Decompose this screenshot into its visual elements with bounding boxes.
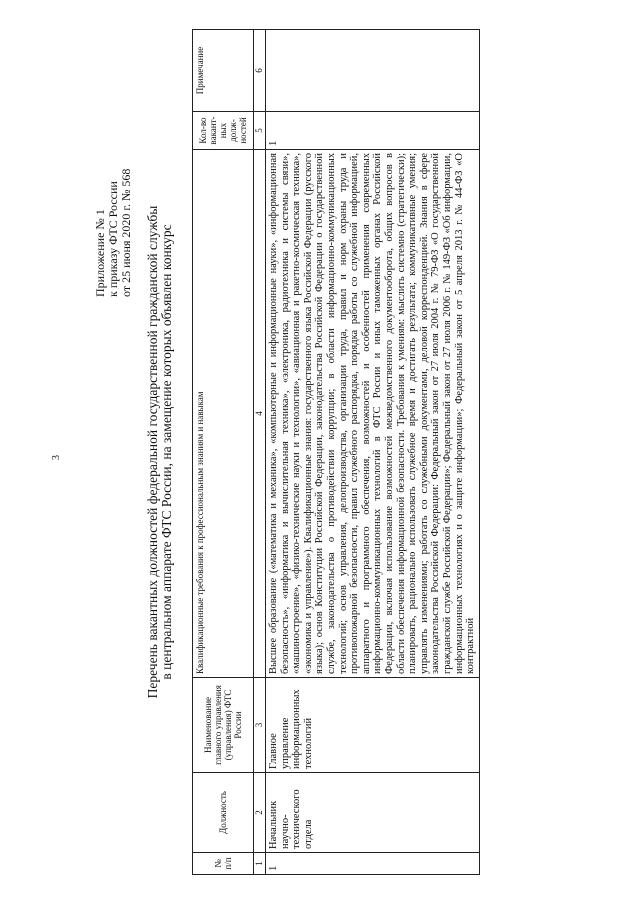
header-vacancies: Кол-во вакант-ных долж-ностей	[193, 112, 254, 150]
row-vacancies: 1	[266, 112, 480, 150]
row-department: Главное управление информационных технологий	[266, 678, 480, 773]
header-department: Наименование главного управления (управления) ФТС России	[193, 678, 254, 773]
row-position: Начальник научно-технического отдела	[266, 773, 480, 853]
header-position: Должность	[193, 773, 254, 853]
title-line-1: Перечень вакантных должностей федеральной государственной гражданской службы	[145, 205, 160, 699]
title-line-2: в центральном аппарате ФТС России, на замещение которых объявлен конкурс	[159, 224, 174, 680]
appendix-header	[94, 57, 133, 297]
landscape-page	[20, 17, 620, 887]
document-title	[146, 17, 174, 887]
row-note	[266, 30, 480, 112]
header-requirements: Квалификационные требования к профессиональным знаниям и навыкам	[193, 150, 254, 678]
row-requirements: Высшее образование («математика и механика», «компьютерные и информационные науки», «информационная безопасность», «информатика и вычислительная техника», «электроника, радиотехника и системы связи», «машиностроение», «физико-технические науки и технологии», «авиационная и ракетно-космическая техника», «экономика и управление»). Квалификационные знания: государственного языка Российской Федерации (русского языка); основ Конституции Российской Федерации, законодательства Российской Федерации о государственной службе, законодательства о противодействии коррупции; в области информационно-коммуникационных технологий; основ управления, делопроизводства, организации труда, правил и норм охраны труда и противопожарной безопасности, правил служебного распорядка, порядка работы со служебной информацией, аппаратного и программного обеспечения, возможностей и особенностей применения современных информационно-коммуникационных технологий в ФТС России и иных таможенных органах Российской Федерации, включая использование возможностей межведомственного документооборота, общих вопросов в области обеспечения информационной безопасности. Требования к умениям: мыслить системно (стратегически); планировать, рационально использовать служебное время и достигать результата; коммуникативные умения; управлять изменениями; работать со служебными документами, деловой корреспонденцией. Знания в сфере законодательства Российской Федерации: Федеральный закон от 27 июля 2004 г. № 79-ФЗ «О государственной гражданской службе Российской Федерации»; Федеральный закон от 27 июля 2006 г. № 149-ФЗ «Об информации, информационных технологиях и о защите информации»; Федеральный закон от 5 апреля 2013 г. № 44-ФЗ «О контрактной	[266, 150, 480, 678]
table-row	[266, 30, 480, 875]
appendix-line-3: от 25 июня 2020 г. № 568	[119, 168, 133, 297]
col-number: 4	[254, 150, 266, 678]
column-numbers-row	[254, 30, 266, 875]
col-number: 5	[254, 112, 266, 150]
col-number: 2	[254, 773, 266, 853]
col-number: 3	[254, 678, 266, 773]
header-row	[193, 30, 254, 875]
header-note: Примечание	[193, 30, 254, 112]
col-number: 1	[254, 853, 266, 875]
page-number: 3	[51, 455, 62, 460]
row-num: 1	[266, 853, 480, 875]
appendix-line-2: к приказу ФТС России	[106, 181, 120, 297]
vacancy-table	[192, 29, 480, 875]
col-number: 6	[254, 30, 266, 112]
header-num: № п/п	[193, 853, 254, 875]
appendix-line-1: Приложение № 1	[93, 209, 107, 297]
